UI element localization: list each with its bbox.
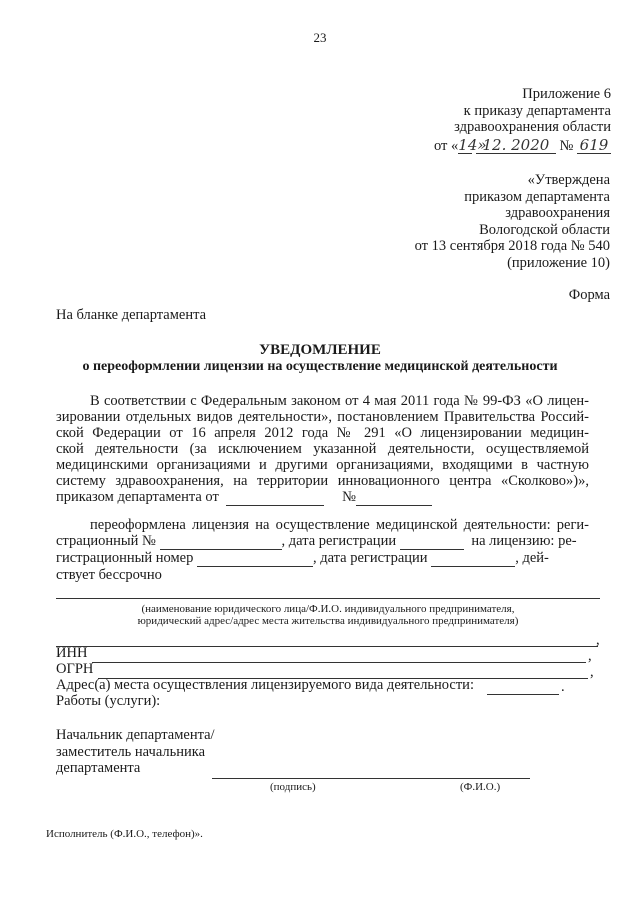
reg-number-blank bbox=[160, 533, 282, 550]
signature-line bbox=[212, 778, 530, 779]
appendix-number-prefix: № bbox=[559, 137, 574, 154]
executor-note: Исполнитель (Ф.И.О., телефон)». bbox=[46, 828, 203, 840]
period-mark: . bbox=[561, 679, 565, 695]
address-line bbox=[487, 694, 559, 695]
comma-mark: , bbox=[596, 632, 600, 648]
para2-reg-date-label: , дата регистрации bbox=[281, 533, 397, 549]
para2-line-4: ствует бессрочно bbox=[56, 567, 162, 583]
para1-order-number-label: № bbox=[342, 489, 356, 505]
reg-date-blank bbox=[400, 533, 464, 550]
blank-line bbox=[56, 646, 598, 647]
works-label: Работы (услуги): bbox=[56, 693, 161, 709]
para2-valid-label: , дей- bbox=[515, 550, 549, 566]
appendix-line-1: Приложение 6 bbox=[522, 86, 611, 102]
comma-mark: , bbox=[588, 648, 592, 664]
para1-line-1: В соответствии с Федеральным законом от 4 мая 2011 года № 99-ФЗ «О лицен- bbox=[90, 393, 589, 409]
para2-license-date-label: , дата регистрации bbox=[312, 550, 428, 566]
signatory-line-1: Начальник департамента/ bbox=[56, 727, 215, 743]
para2-license-label: на лицензию: ре- bbox=[471, 533, 577, 549]
approval-line-1: «Утверждена bbox=[527, 172, 610, 188]
para2-license-number-label: гистрационный номер bbox=[56, 550, 194, 566]
approval-line-4: Вологодской области bbox=[479, 221, 610, 238]
appendix-date-day: 14» bbox=[458, 135, 487, 154]
signature-caption: (подпись) bbox=[270, 781, 316, 793]
para2-line-1: переоформлена лицензия на осуществление медицинской деятельности: реги- bbox=[90, 517, 589, 533]
organization-name-line bbox=[56, 598, 600, 599]
para1-line-6: систему здравоохранения, на территории инновационного центра «Сколково»)», bbox=[56, 473, 589, 489]
para1-line-7 bbox=[56, 489, 589, 506]
caption-line-1: (наименование юридического лица/Ф.И.О. индивидуального предпринимателя, bbox=[141, 603, 515, 615]
approval-line-3: здравоохранения bbox=[505, 205, 610, 221]
paragraph-reissue bbox=[56, 517, 589, 583]
ogrn-label: ОГРН bbox=[56, 661, 94, 677]
comma-mark: , bbox=[590, 664, 594, 680]
para1-line-5: медицинскими организациями и другими организациями, входящими в частную bbox=[56, 457, 589, 473]
signatory-block bbox=[56, 727, 215, 777]
appendix-date-line bbox=[351, 137, 611, 155]
license-number-blank bbox=[197, 550, 313, 567]
para1-line-4: ской деятельности (за исключением указанной деятельности, осуществляемой bbox=[56, 441, 589, 457]
para2-reg-number-label: страционный № bbox=[56, 533, 156, 549]
appendix-line-2: к приказу департамента bbox=[463, 102, 611, 119]
approval-line-5: от 13 сентября 2018 года № 540 bbox=[414, 238, 610, 254]
signatory-line-2: заместитель начальника bbox=[56, 743, 206, 760]
form-label: Форма bbox=[568, 287, 610, 303]
appendix-date-rest: 12. 2020 bbox=[476, 137, 556, 155]
para1-order-date-label: приказом департамента от bbox=[56, 489, 219, 505]
letterhead-note: На бланке департамента bbox=[56, 307, 207, 323]
signatory-line-3: департамента bbox=[56, 760, 141, 776]
order-date-blank bbox=[226, 489, 324, 506]
appendix-block bbox=[351, 86, 611, 154]
page-number: 23 bbox=[313, 30, 327, 45]
appendix-line-3: здравоохранения области bbox=[454, 119, 611, 135]
appendix-date-prefix: от « bbox=[434, 137, 459, 154]
document-subtitle: о переоформлении лицензии на осуществление медицинской деятельности bbox=[82, 359, 558, 374]
approval-line-6: (приложение 10) bbox=[507, 254, 610, 271]
approval-line-2: приказом департамента bbox=[464, 188, 610, 205]
name-caption: (Ф.И.О.) bbox=[460, 781, 501, 793]
document-title: УВЕДОМЛЕНИЕ bbox=[259, 342, 381, 358]
approval-block bbox=[310, 172, 610, 271]
paragraph-legal-basis bbox=[56, 393, 589, 506]
inn-label: ИНН bbox=[56, 645, 88, 661]
para1-line-2: зировании отдельных видов деятельности», постановлением Правительства Россий- bbox=[56, 409, 589, 425]
inn-line bbox=[92, 662, 586, 663]
para2-line-3 bbox=[56, 550, 589, 567]
caption-line-2: юридический адрес/адрес места жительства индивидуального предпринимателя) bbox=[137, 615, 519, 627]
order-number-blank bbox=[356, 489, 432, 506]
appendix-number-value: 619 bbox=[577, 137, 611, 155]
license-date-blank bbox=[431, 550, 515, 567]
para1-line-3: ской Федерации от 16 апреля 2012 года № 291 «О лицензировании медицин- bbox=[56, 425, 589, 441]
para2-line-2 bbox=[56, 533, 589, 550]
organization-caption bbox=[120, 603, 536, 627]
address-label: Адрес(а) места осуществления лицензируемого вида деятельности: bbox=[56, 677, 474, 693]
